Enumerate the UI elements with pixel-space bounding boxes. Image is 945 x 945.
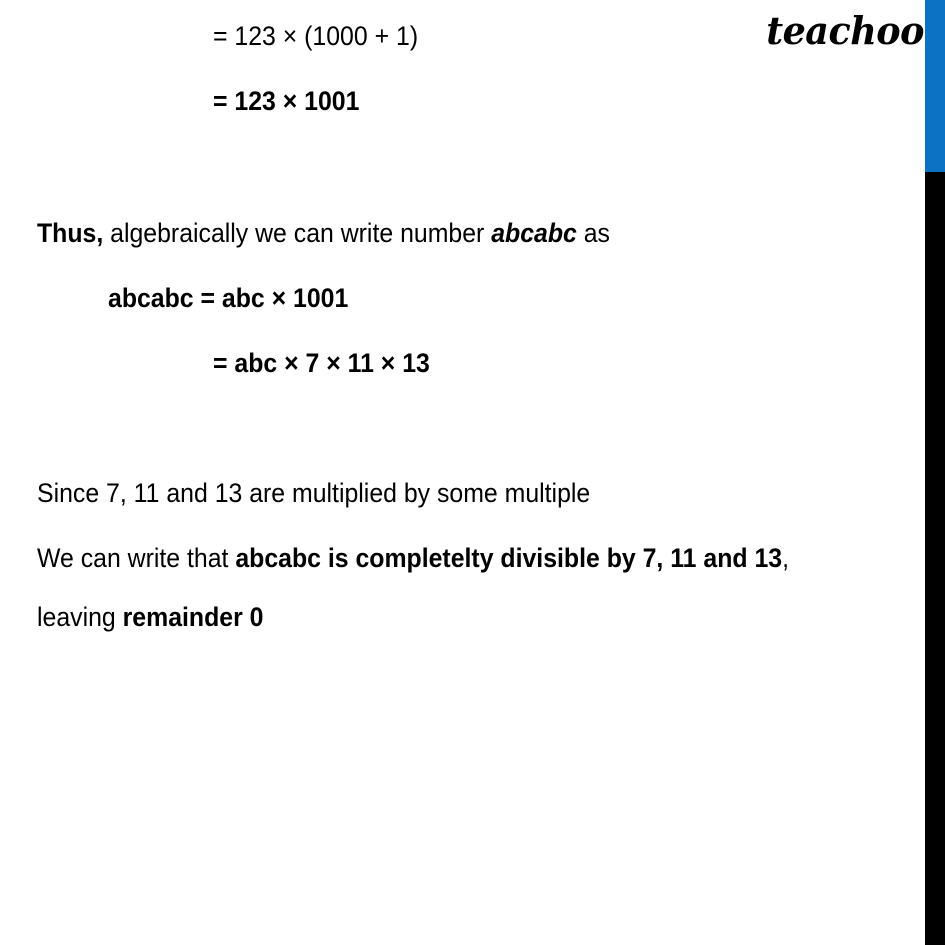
equation-line-1: = 123 × (1000 + 1): [213, 21, 419, 51]
paragraph-remainder-lead: leaving: [37, 602, 123, 632]
paragraph-conclusion: [37, 545, 789, 572]
paragraph-conclusion-emphasis: abcabc is completelty divisible by 7, 11 and 13: [235, 543, 783, 573]
equation-line-4: = abc × 7 × 11 × 13: [213, 348, 430, 378]
paragraph-remainder-emphasis: remainder 0: [122, 602, 264, 632]
paragraph-remainder: [37, 604, 263, 631]
paragraph-thus-middle: algebraically we can write number: [103, 218, 492, 248]
paragraph-thus-tail: as: [576, 218, 610, 248]
paragraph-thus-lead: Thus,: [37, 218, 104, 248]
paragraph-thus-variable: abcabc: [491, 218, 577, 248]
edge-accent-bar-blue: [925, 0, 945, 172]
paragraph-thus: [37, 220, 610, 247]
paragraph-conclusion-tail: ,: [782, 543, 789, 573]
paragraph-since: Since 7, 11 and 13 are multiplied by some multiple: [37, 478, 591, 508]
equation-line-3: abcabc = abc × 1001: [108, 283, 349, 313]
paragraph-conclusion-lead: We can write that: [37, 543, 236, 573]
equation-line-2: = 123 × 1001: [213, 86, 360, 116]
teachoo-logo: teachoo: [766, 8, 924, 53]
edge-accent-bar-black: [925, 172, 945, 945]
